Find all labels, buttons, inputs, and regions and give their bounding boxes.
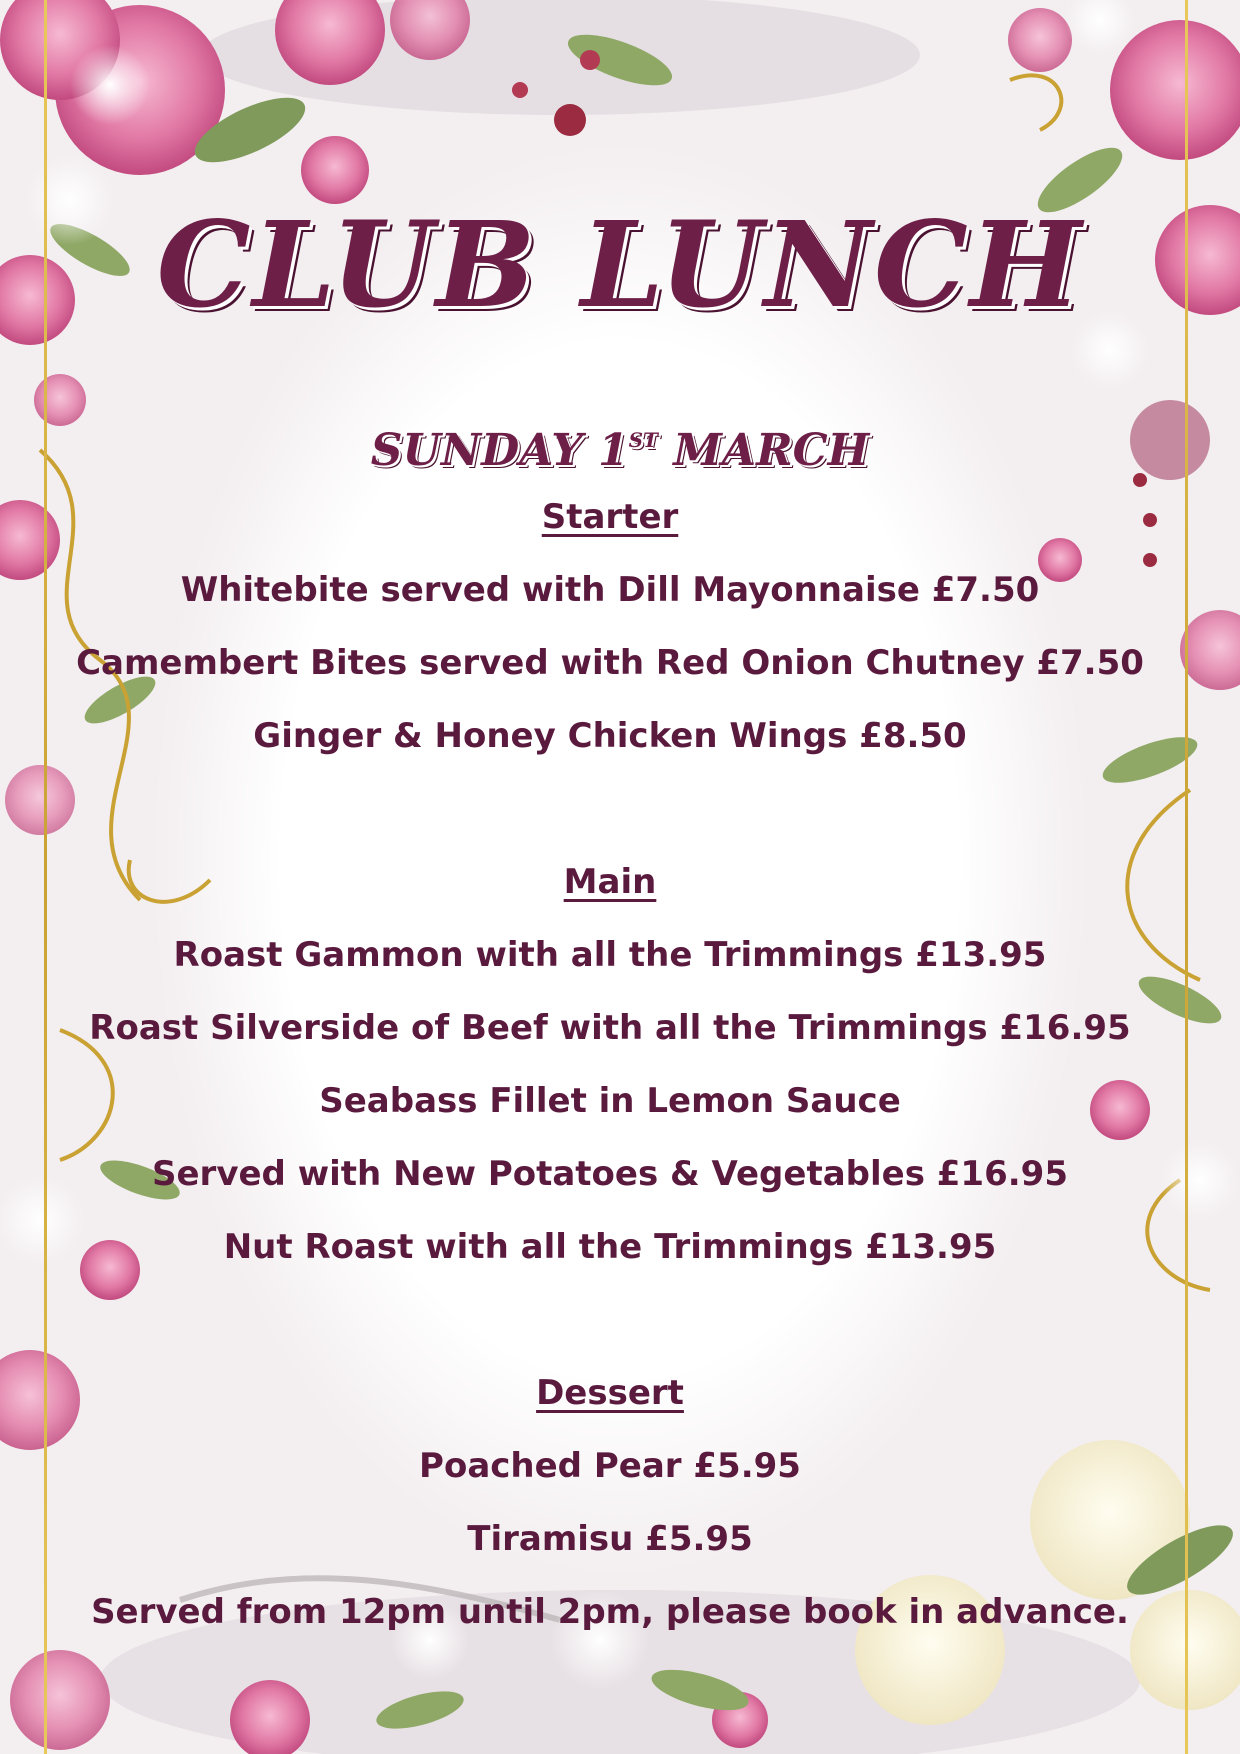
menu-item: Ginger & Honey Chicken Wings £8.50	[253, 716, 967, 756]
menu-item: Nut Roast with all the Trimmings £13.95	[223, 1227, 997, 1267]
menu-title: CLUB LUNCH	[156, 195, 1084, 334]
date-month: MARCH	[657, 425, 870, 476]
date-day: SUNDAY 1	[370, 425, 629, 476]
menu-date	[0, 412, 1240, 479]
menu-item: Seabass Fillet in Lemon Sauce	[319, 1081, 901, 1121]
section-heading-main: Main	[563, 862, 657, 902]
menu-item: Roast Silverside of Beef with all the Trimmings £16.95	[89, 1008, 1131, 1048]
menu-item: Whitebite served with Dill Mayonnaise £7.50	[180, 570, 1040, 610]
section-heading-dessert: Dessert	[536, 1373, 684, 1413]
menu-item: Camembert Bites served with Red Onion Chutney £7.50	[76, 643, 1144, 683]
footer-note: Served from 12pm until 2pm, please book in advance.	[91, 1592, 1129, 1632]
date-ordinal: ST	[628, 428, 658, 452]
menu-item: Tiramisu £5.95	[467, 1519, 753, 1559]
menu-item: Roast Gammon with all the Trimmings £13.95	[173, 935, 1047, 975]
menu-item: Served with New Potatoes & Vegetables £16.95	[152, 1154, 1068, 1194]
menu-item: Poached Pear £5.95	[419, 1446, 801, 1486]
section-heading-starter: Starter	[541, 497, 679, 537]
